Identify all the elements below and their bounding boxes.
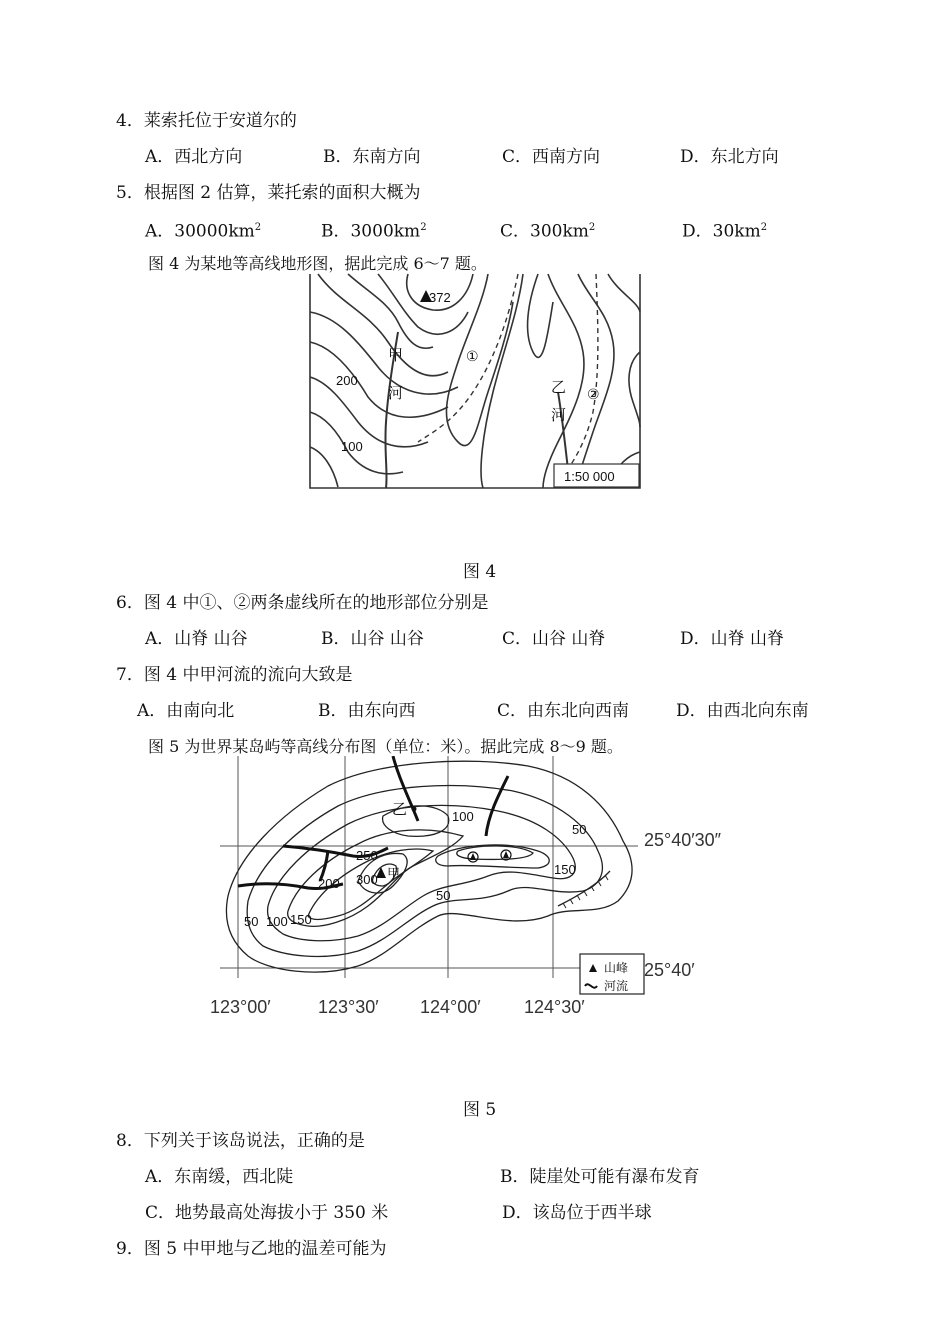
map-legend [580,954,644,994]
question-5-stem: 5．根据图 2 估算，莱托索的面积大概为 [116,183,421,203]
contour-100-label: 100 [341,439,363,454]
yi-river-label: 河 [551,407,567,424]
q6-option-d[interactable]: D．山脊 山脊 [680,629,785,649]
legend-river-label: 河流 [604,979,629,993]
q6-option-b[interactable]: B．山谷 山谷 [321,629,424,649]
q5-option-b[interactable]: B．$3000km^2$ [321,221,427,242]
q7-option-d[interactable]: D．由西北向东南 [676,701,809,721]
jia-label: 甲 [388,347,404,364]
q8-option-b[interactable]: B．陡崖处可能有瀑布发育 [500,1167,700,1187]
q4-option-c[interactable]: C．西南方向 [502,147,601,167]
latitude-label-2: 25°40′ [644,960,695,980]
q4-option-b[interactable]: B．东南方向 [323,147,421,167]
contour-300-label: 300 [356,872,378,887]
question-7-stem: 7．图 4 中甲河流的流向大致是 [116,665,353,685]
contour-100-label: 100 [266,914,288,929]
longitude-label-1: 123°00′ [210,997,271,1017]
longitude-label-2: 123°30′ [318,997,379,1017]
yi-point-icon [412,807,417,812]
peak-icon [470,853,476,860]
contour-200-label: 200 [336,373,358,388]
latitude-label-1: 25°40′30″ [644,830,722,850]
contour-250-label: 250 [356,848,378,863]
contour-50-label: 50 [244,914,259,929]
figure-5-caption: 图 5 [463,1100,497,1120]
q8-option-d[interactable]: D．该岛位于西半球 [502,1203,652,1223]
contour-50-right-label: 50 [572,822,587,837]
q7-option-c[interactable]: C．由东北向西南 [497,701,630,721]
longitude-label-3: 124°00′ [420,997,481,1017]
figure-4-intro: 图 4 为某地等高线地形图，据此完成 6～7 题。 [148,254,487,273]
q5-option-c[interactable]: C．$300km^2$ [500,221,596,242]
jia-river-label: 河 [388,385,404,402]
q7-option-b[interactable]: B．由东向西 [318,701,416,721]
figure-4-contour-map [308,272,642,492]
question-9-stem: 9．图 5 中甲地与乙地的温差可能为 [116,1239,387,1259]
figure-4-caption: 图 4 [463,562,497,582]
yi-label: 乙 [551,379,567,396]
q8-option-c[interactable]: C．地势最高处海拔小于 350 米 [145,1203,389,1223]
q5-option-a[interactable]: A．$30000km^2$ [145,221,262,242]
peak-icon [503,851,509,858]
q4-option-a[interactable]: A．西北方向 [145,147,243,167]
q4-option-d[interactable]: D．东北方向 [680,147,779,167]
question-8-stem: 8．下列关于该岛说法，正确的是 [116,1131,365,1151]
q8-option-a[interactable]: A．东南缓，西北陡 [145,1167,294,1187]
q6-option-a[interactable]: A．山脊 山谷 [145,629,248,649]
figure-5-island-map [208,756,748,1018]
legend-peak-label: 山峰 [604,961,629,975]
figure-5-intro: 图 5 为世界某岛屿等高线分布图（单位：米）。据此完成 8～9 题。 [148,737,623,756]
question-6-stem: 6．图 4 中①、②两条虚线所在的地形部位分别是 [116,593,489,613]
dashed-line-1-label: ① [466,348,479,364]
jia-label: 甲 [387,866,401,881]
q7-option-a[interactable]: A．由南向北 [137,701,235,721]
longitude-label-4: 124°30′ [524,997,585,1017]
contour-150-label: 150 [290,912,312,927]
peak-372-label: 372 [429,290,451,305]
dashed-line-2-label: ② [587,386,600,402]
scale-label: 1:50 000 [564,469,615,484]
contour-200-label: 200 [318,876,340,891]
yi-label: 乙 [392,801,408,818]
question-4-stem: 4．莱索托位于安道尔的 [116,111,297,131]
contour-100-top-label: 100 [452,809,474,824]
contour-150-right-label: 150 [554,862,576,877]
contour-50-mid-label: 50 [436,888,451,903]
q5-option-d[interactable]: D．$30km^2$ [682,221,768,242]
q6-option-c[interactable]: C．山谷 山脊 [502,629,606,649]
